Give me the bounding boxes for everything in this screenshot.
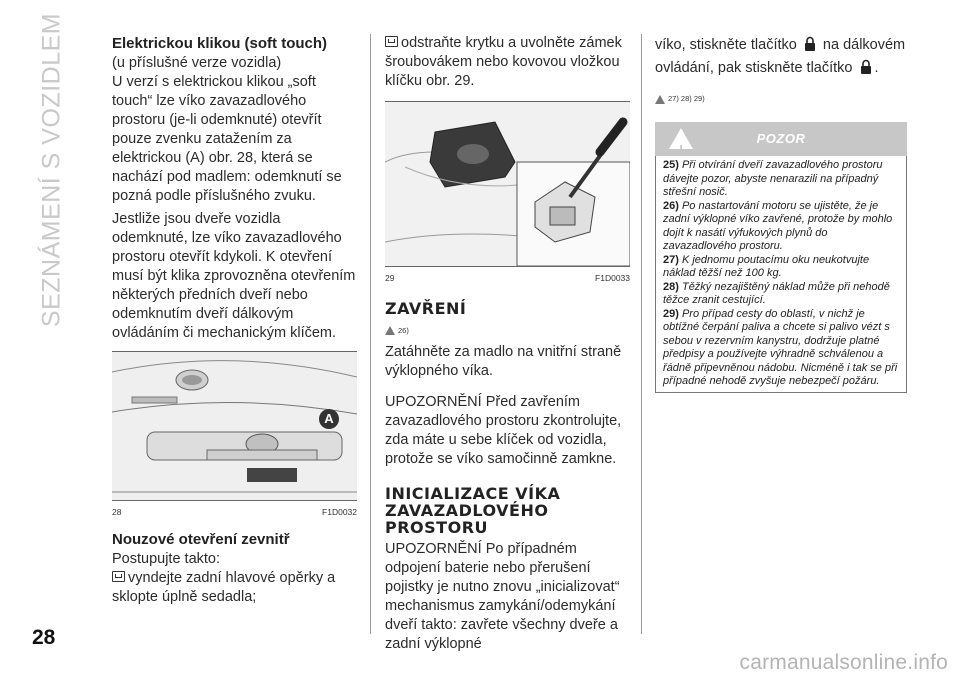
warning-item <box>663 159 899 200</box>
warning-text: Těžký nezajištěný náklad může při nehodě těžce zranit cestující. <box>663 280 890 306</box>
tailgate-handle-illustration <box>112 352 357 500</box>
page-number: 28 <box>32 626 56 649</box>
figure-number: 29 <box>385 273 395 283</box>
paragraph-procedure: Postupujte takto: <box>112 551 221 567</box>
figure-29-caption <box>385 269 630 288</box>
heading-soft-touch: Elektrickou klikou (soft touch) <box>112 35 328 52</box>
warning-text: K jednomu poutacímu oku neukotvujte náklad těžší než 100 kg. <box>663 253 870 279</box>
bullet-text: odstraňte krytku a uvolněte zámek šroubovákem nebo kovovou vložkou klíčku obr. 29. <box>385 35 622 89</box>
lock-release-illustration <box>385 102 630 266</box>
figure-code: F1D0033 <box>595 273 630 283</box>
column-2 <box>385 34 630 658</box>
warning-ref-text: 26) <box>398 326 409 335</box>
warning-ref <box>385 321 630 340</box>
warning-item <box>663 200 899 254</box>
warning-number: 25) <box>663 159 679 171</box>
warning-item <box>663 281 899 308</box>
warning-mini-icon <box>385 326 395 335</box>
version-note: (u příslušné verze vozidla) <box>112 55 282 71</box>
text-part: . <box>874 60 879 76</box>
column-1 <box>112 34 357 611</box>
lock-icon <box>860 59 872 75</box>
figure-number: 28 <box>112 507 122 517</box>
section-side-title <box>32 0 72 340</box>
lock-icon <box>804 36 816 52</box>
paragraph-pull-handle: Zatáhněte za madlo na vnitřní straně výklopného víka. <box>385 344 622 379</box>
paragraph-soft-touch: U verzí s elektrickou klikou „soft touch“ lze víko zavazadlového prostoru (je-li odemknuté) otevřít pouze zvenku zatažením za elektrickou (A) obr. 28, která se nachází pod madlem: odemknutí se pozná podle příslušného zvuku. <box>112 74 342 204</box>
warning-text: Po nastartování motoru se ujistěte, že je zadní výklopné víko zavřené, protože by mohlo dojít k nasátí výfukových plynů do zavazadlového prostoru. <box>663 199 893 252</box>
warning-ref <box>655 94 907 104</box>
warning-triangle-icon: ! <box>669 128 693 149</box>
section-side-title-text: SEZNÁMENÍ S VOZIDLEM <box>37 12 66 328</box>
warning-number: 29) <box>663 307 679 320</box>
paragraph-lock-buttons <box>655 34 907 80</box>
warning-item <box>663 254 899 281</box>
bullet-text: vyndejte zadní hlavové opěrky a sklopte úplně sedadla; <box>112 570 336 605</box>
paragraph-key-warning: UPOZORNĚNÍ Před zavřením zavazadlového prostoru zkontrolujte, zda máte u sebe klíček od vozidla, protože se víko samočinně zamkne. <box>385 394 622 467</box>
bullet-icon <box>385 36 398 47</box>
text-part: víko, stiskněte tlačítko <box>655 37 797 53</box>
warning-number: 27) <box>663 253 679 266</box>
heading-emergency-open: Nouzové otevření zevnitř <box>112 531 290 548</box>
figure-28-caption <box>112 503 357 522</box>
warning-box-body <box>655 156 907 393</box>
warning-number: 26) <box>663 199 679 212</box>
heading-closing: ZAVŘENÍ <box>385 299 467 318</box>
bullet-icon <box>112 571 125 582</box>
warning-text: Pro případ cesty do oblastí, v nichž je obtížné čerpání paliva a chcete si palivo vézt s sebou v rezervním kanystru, dodržuje platné předpisy a používejte výhradně schválenou a řádně připevněnou nádobu. Nicméně i tak se při případné nehodě zvyšuje nebezpečí požáru. <box>663 307 898 387</box>
figure-28 <box>112 351 357 501</box>
text-part: na dálkovém ovládání, pak stiskněte tlačítko <box>655 37 906 76</box>
warning-box-title: POZOR <box>756 131 806 146</box>
warning-text: Při otvírání dveří zavazadlového prostoru dávejte pozor, abyste nenarazili na případný střešní nosič. <box>663 159 883 198</box>
paragraph-initialization: UPOZORNĚNÍ Po případném odpojení baterie nebo přerušení pojistky je nutno znovu „inicializovat“ mechanismus zamykání/odemykání dveří takto: zavřete všechny dveře a zadní výklopné <box>385 541 620 652</box>
watermark: carmanualsonline.info <box>739 651 948 674</box>
column-divider <box>370 34 371 634</box>
column-divider <box>641 34 642 634</box>
warning-item <box>663 308 899 389</box>
heading-initialization: INICIALIZACE VÍKA ZAVAZADLOVÉHO PROSTORU <box>385 484 561 537</box>
figure-29 <box>385 101 630 267</box>
column-3 <box>655 34 907 393</box>
warning-mini-icon <box>655 95 665 104</box>
paragraph-unlocked: Jestliže jsou dveře vozidla odemknuté, lze víko zavazadlového prostoru otevřít kdykoli. K otevření musí být klika zprovozněna otevřením některých předních dveří nebo odemknutím dveří dálkovým ovládáním či mechanickým klíčem. <box>112 211 356 341</box>
bullet-item <box>112 569 357 607</box>
callout-a-icon: A <box>319 409 339 429</box>
figure-code: F1D0032 <box>322 507 357 517</box>
warning-ref-text: 27) 28) 29) <box>668 94 705 103</box>
warning-number: 28) <box>663 280 679 293</box>
warning-box-header <box>655 122 907 156</box>
bullet-item <box>385 34 630 91</box>
